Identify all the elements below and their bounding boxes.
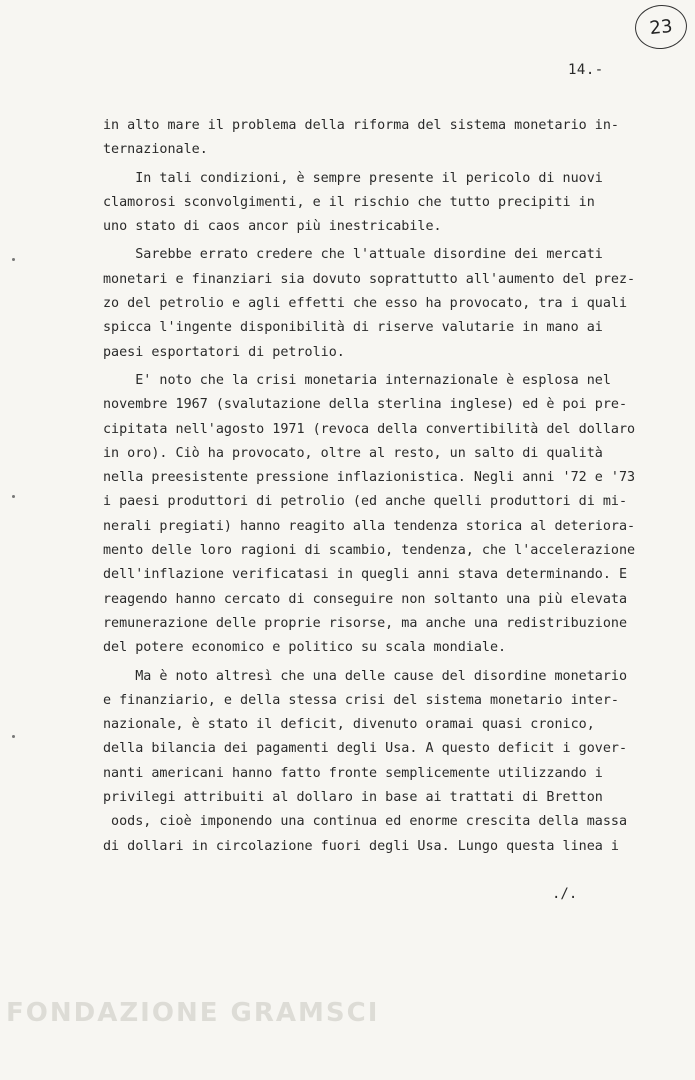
text-line: nella preesistente pressione inflazionistica. Negli anni '72 e '73	[103, 470, 636, 486]
continuation-mark: ./.	[552, 886, 578, 902]
binder-mark	[12, 258, 15, 261]
text-line: dell'inflazione verificatasi in quegli anni stava determinando. E	[103, 567, 628, 583]
text-line: di dollari in circolazione fuori degli Usa. Lungo questa linea i	[103, 838, 619, 854]
text-line: del potere economico e politico su scala mondiale.	[103, 640, 507, 656]
text-line: monetari e finanziari sia dovuto soprattutto all'aumento del prez-	[103, 271, 636, 287]
archive-stamp	[633, 2, 689, 51]
archive-watermark	[6, 998, 379, 1028]
text-line: oods, cioè imponendo una continua ed enorme crescita della massa	[103, 814, 628, 830]
text-line: in alto mare il problema della riforma del sistema monetario in-	[103, 118, 619, 133]
text-line: della bilancia dei pagamenti degli Usa. A questo deficit i gover-	[103, 741, 628, 757]
text-line: nerali pregiati) hanno reagito alla tendenza storica al deteriora-	[103, 518, 636, 534]
text-line: Sarebbe errato credere che l'attuale disordine dei mercati	[103, 247, 603, 263]
binder-mark	[12, 735, 15, 738]
watermark-text: FONDAZIONE GRAMSCI	[6, 998, 380, 1028]
text-line: paesi esportatori di petrolio.	[103, 344, 345, 360]
text-line: remunerazione delle proprie risorse, ma anche una redistribuzione	[103, 615, 628, 631]
text-line: nanti americani hanno fatto fronte semplicemente utilizzando i	[103, 765, 603, 781]
text-line: clamorosi sconvolgimenti, e il rischio che tutto precipiti in	[103, 194, 595, 210]
text-line: novembre 1967 (svalutazione della sterlina inglese) ed è poi pre-	[103, 397, 628, 413]
text-line: Ma è noto altresì che una delle cause del disordine monetario	[103, 668, 628, 684]
text-line: in oro). Ciò ha provocato, oltre al resto, un salto di qualità	[103, 445, 603, 461]
text-line: i paesi produttori di petrolio (ed anche quelli produttori di mi-	[103, 494, 628, 510]
text-line: cipitata nell'agosto 1971 (revoca della convertibilità del dollaro	[103, 421, 636, 437]
page-number: 14.-	[568, 62, 604, 78]
text-line: In tali condizioni, è sempre presente il pericolo di nuovi	[103, 170, 603, 186]
text-line: zo del petrolio e agli effetti che esso ha provocato, tra i quali	[103, 296, 628, 312]
text-line: nazionale, è stato il deficit, divenuto oramai quasi cronico,	[103, 717, 595, 733]
archive-stamp-number: 23	[648, 15, 674, 39]
text-line: spicca l'ingente disponibilità di riserve valutarie in mano ai	[103, 320, 603, 336]
text-line: privilegi attribuiti al dollaro in base ai trattati di Bretton	[103, 790, 603, 806]
typewritten-text	[103, 114, 636, 859]
text-line: mento delle loro ragioni di scambio, tendenza, che l'accelerazione	[103, 543, 636, 559]
text-line: e finanziario, e della stessa crisi del sistema monetario inter-	[103, 692, 619, 708]
text-line: reagendo hanno cercato di conseguire non soltanto una più elevata	[103, 591, 628, 607]
text-line: uno stato di caos ancor più inestricabile.	[103, 219, 442, 235]
binder-mark	[12, 495, 15, 498]
text-line: E' noto che la crisi monetaria internazionale è esplosa nel	[103, 372, 611, 388]
text-line: ternazionale.	[103, 142, 208, 158]
